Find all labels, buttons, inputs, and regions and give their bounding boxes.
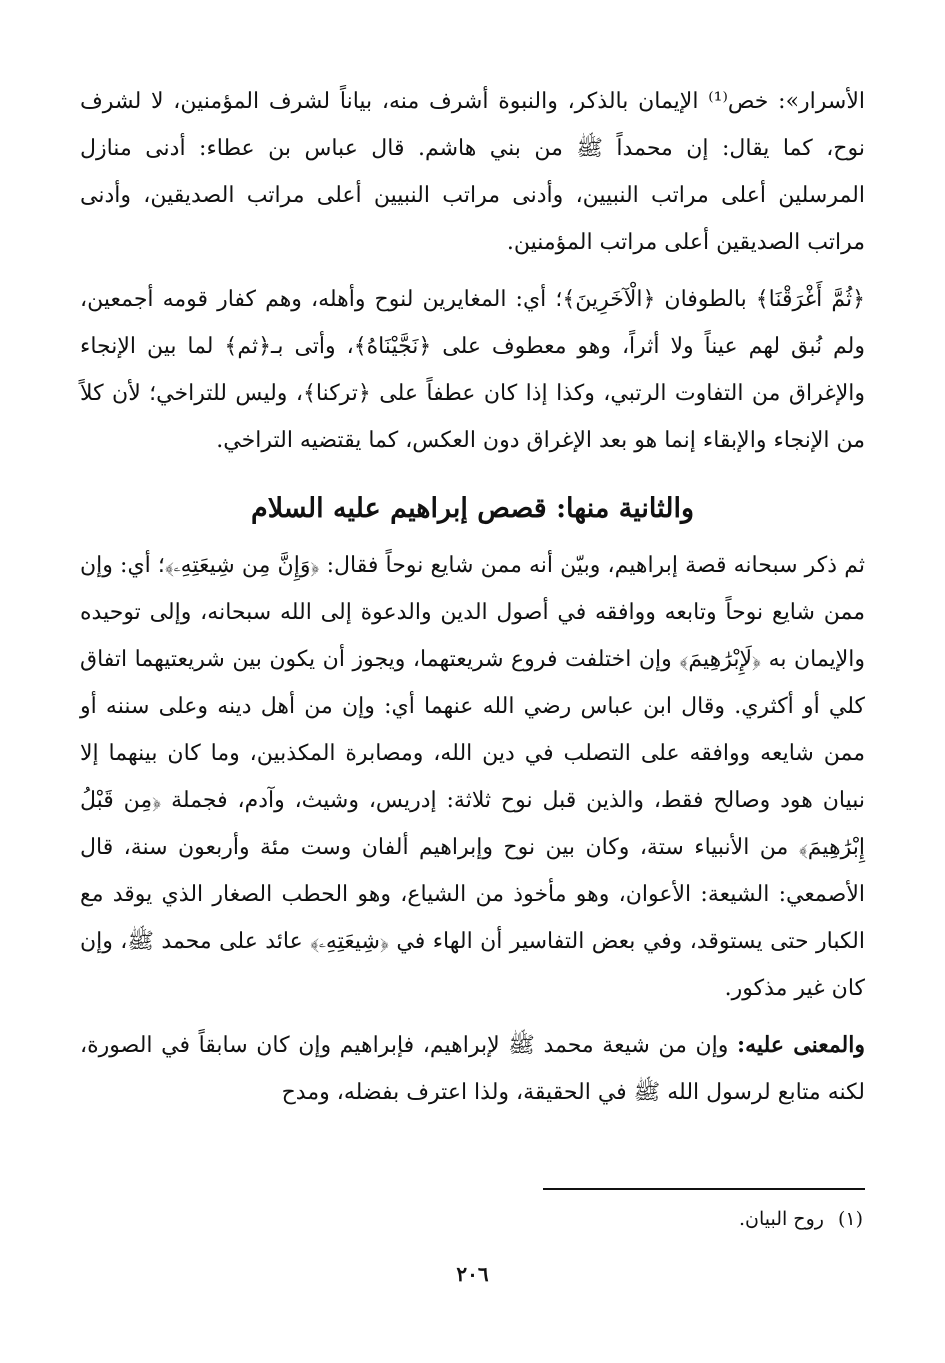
footnote-number: (١) (837, 1208, 863, 1230)
paragraph-2: ﴿ثُمَّ أَغْرَقْنَا﴾ بالطوفان ﴿الْآخَرِينَ﴾؛ أي: المغايرين لنوح وأهله، وهم كفار قومه أجمعين، ولم نُبق لهم عيناً ولا أثراً، وهو معطوف على ﴿نَجَّيْنَاهُ﴾، وأتى بـ﴿ثم﴾ لما بين الإنجاء والإغراق من التفاوت الرتبي، وكذا إذا كان عطفاً على ﴿تركنا﴾، وليس للتراخي؛ لأن كلاً من الإنجاء والإبقاء إنما هو بعد الإغراق دون العكس، كما يقتضيه التراخي. (80, 287, 865, 453)
paragraph-4 (80, 1022, 865, 1116)
page-number: ٢٠٦ (456, 1262, 489, 1286)
paragraph-3: ثم ذكر سبحانه قصة إبراهيم، وبيّن أنه ممن شايع نوحاً فقال: ﴿وَإِنَّ مِن شِيعَتِهِۦ﴾؛ أي: وإن ممن شايع نوحاً وتابعه ووافقه في أصول الدين والدعوة إلى الله سبحانه، وإلى توحيده والإيمان به ﴿لَإِبْرَٰهِيمَ﴾ وإن اختلفت فروع شريعتهما، ويجوز أن يكون بين شريعتيهما اتفاق كلي أو أكثري. وقال ابن عباس رضي الله عنهما أي: وإن من أهل دينه وعلى سننه أو ممن شايعه ووافقه على التصلب في دين الله، ومصابرة المكذبين، وما كان بينهما إلا نبيان هود وصالح فقط، والذين قبل نوح ثلاثة: إدريس، وشيث، وآدم، فجملة ﴿مِن قَبْلُ إِبْرَٰهِيمَ﴾ من الأنبياء ستة، وكان بين نوح وإبراهيم ألفان وست مئة وأربعون سنة، قال الأصمعي: الشيعة: الأعوان، وهو مأخوذ من الشياع، وهو الحطب الصغار الذي يوقد مع الكبار حتى يستوقد، وفي بعض التفاسير أن الهاء في ﴿شِيعَتِهِۦ﴾ عائد على محمد ﷺ، وإن كان غير مذكور. (80, 553, 865, 1001)
paragraph-4-lead: والمعنى عليه: (737, 1032, 865, 1058)
footnote (739, 1202, 863, 1236)
footnote-divider (543, 1188, 865, 1190)
page-body (80, 78, 865, 1116)
paragraph-4-body: وإن من شيعة محمد ﷺ لإبراهيم، فإبراهيم وإن كان سابقاً في الصورة، لكنه متابع لرسول الله ﷺ في الحقيقة، ولذا اعترف بفضله، ومدح (80, 1033, 865, 1105)
section-heading: والثانية منها: قصص إبراهيم عليه السلام (250, 493, 694, 524)
footnote-text: روح البيان. (738, 1208, 824, 1230)
paragraph-1: الأسرار»: خص⁽¹⁾ الإيمان بالذكر، والنبوة أشرف منه، بياناً لشرف المؤمنين، لا لشرف نوح، كما يقال: إن محمداً ﷺ من بني هاشم. قال عباس بن عطاء: أدنى منازل المرسلين أعلى مراتب النبيين، وأدنى مراتب النبيين أعلى مراتب الصديقين، وأدنى مراتب الصديقين أعلى مراتب المؤمنين. (80, 89, 865, 255)
